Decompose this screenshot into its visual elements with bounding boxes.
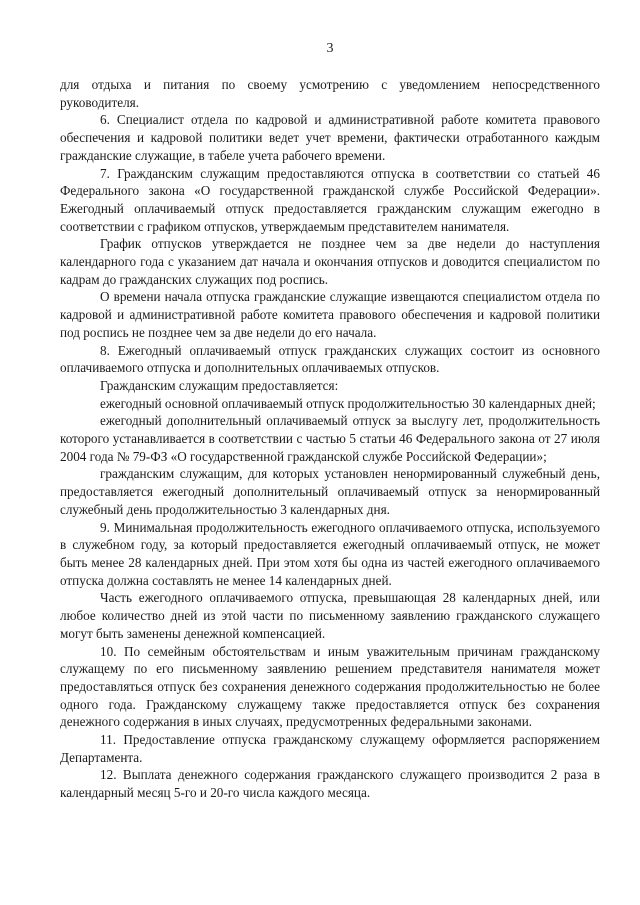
document-body xyxy=(60,76,600,802)
paragraph-vacation-schedule: График отпусков утверждается не позднее чем за две недели до наступления календарного года с указанием дат начала и окончания отпусков и доводится специалистом по кадрам до гражданских служащих под роспись. xyxy=(60,236,600,287)
paragraph-irregular-day-leave: гражданским служащим, для которых установлен ненормированный служебный день, предоставляется ежегодный дополнительный оплачиваемый отпуск за ненормированный служебный день продолжительностью 3 календарных дня. xyxy=(60,466,600,517)
paragraph-item-6: 6. Специалист отдела по кадровой и административной работе комитета правового обеспечения и кадровой политики ведет учет времени, фактически отработанного каждым гражданские служащие, в табеле учета рабочего времени. xyxy=(60,112,600,163)
paragraph-basic-leave: ежегодный основной оплачиваемый отпуск продолжительностью 30 календарных дней; xyxy=(100,395,596,411)
paragraph-item-10: 10. По семейным обстоятельствам и иным уважительным причинам гражданскому служащему по его письменному заявлению решением представителя нанимателя может предоставляться отпуск без сохранения денежного содержания продолжительностью не более одного года. Гражданскому служащему также предоставляется отпуск без сохранения денежного содержания в иных случаях, предусмотренных федеральными законами. xyxy=(60,643,600,730)
paragraph-item-8: 8. Ежегодный оплачиваемый отпуск гражданских служащих состоит из основного оплачиваемого отпуска и дополнительных оплачиваемых отпусков. xyxy=(60,342,600,376)
page-number: 3 xyxy=(326,41,334,56)
paragraph-continuation: для отдыха и питания по своему усмотрению с уведомлением непосредственного руководителя. xyxy=(60,77,600,110)
paragraph-item-12: 12. Выплата денежного содержания гражданского служащего производится 2 раза в календарный месяц 5-го и 20-го числа каждого месяца. xyxy=(60,767,600,801)
document-page xyxy=(60,0,600,905)
paragraph-compensation: Часть ежегодного оплачиваемого отпуска, превышающая 28 календарных дней, или любое количество дней из этой части по письменному заявлению гражданского служащего могут быть заменены денежной компенсацией. xyxy=(60,590,600,641)
paragraph-seniority-leave: ежегодный дополнительный оплачиваемый отпуск за выслугу лет, продолжительность которого устанавливается в соответствии с частью 5 статьи 46 Федерального закона от 27 июля 2004 года № 79-ФЗ «О государственной гражданской службе Российской Федерации»; xyxy=(60,413,600,464)
paragraph-provided-intro: Гражданским служащим предоставляется: xyxy=(100,377,339,393)
paragraph-item-9: 9. Минимальная продолжительность ежегодного оплачиваемого отпуска, используемого в служебном году, за который предоставляется ежегодный оплачиваемый отпуск, не может быть менее 28 календарных дней. При этом хотя бы одна из частей ежегодного оплачиваемого отпуска должна составлять не менее 14 календарных дней. xyxy=(60,519,600,588)
paragraph-vacation-notice: О времени начала отпуска гражданские служащие извещаются специалистом отдела по кадровой и административной работе комитета правового обеспечения и кадровой политики под роспись не позднее чем за две недели до его начала. xyxy=(60,289,600,340)
paragraph-item-11: 11. Предоставление отпуска гражданскому служащему оформляется распоряжением Департамента. xyxy=(60,732,600,765)
paragraph-item-7: 7. Гражданским служащим предоставляются отпуска в соответствии со статьей 46 Федерального закона «О государственной гражданской службе Российской Федерации». Ежегодный оплачиваемый отпуск предоставляется гражданским служащим ежегодно в соответствии с графиком отпусков, утверждаемым представителем нанимателя. xyxy=(60,165,600,234)
